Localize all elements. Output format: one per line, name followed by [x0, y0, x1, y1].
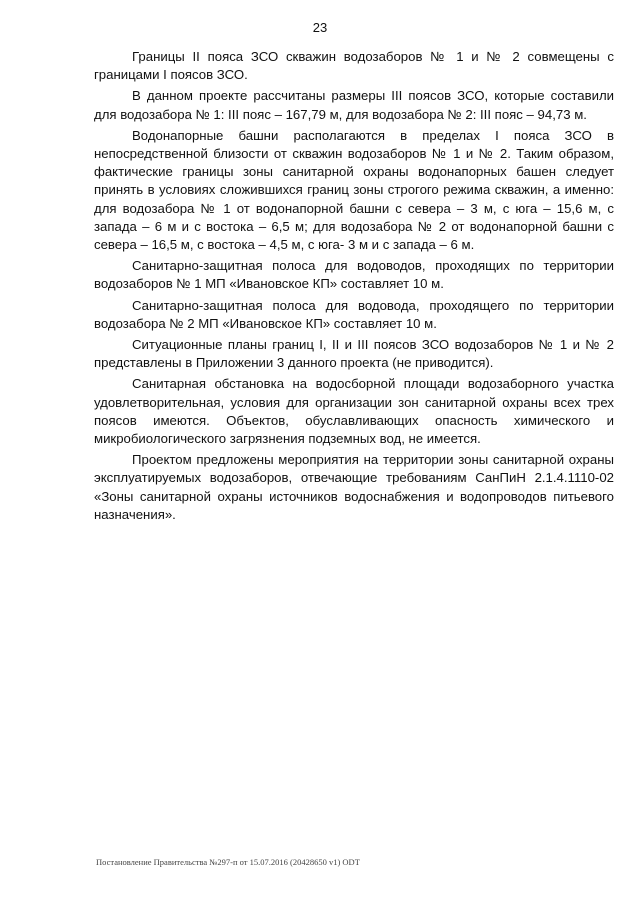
- paragraph-protection-strip-2: Санитарно-защитная полоса для водовода, проходящего по территории водозабора № 2 МП «Ивановское КП» составляет 10 м.: [94, 297, 614, 331]
- document-body: [94, 48, 614, 527]
- paragraph-sanitary-conditions: Санитарная обстановка на водосборной площади водозаборного участка удовлетворительная, условия для организации зон санитарной охраны всех трех поясов имеются. Объектов, обуславливающих опасность химического и микробиологического загрязнения подземных вод, не имеется.: [94, 376, 614, 447]
- paragraph-situational-plans: Ситуационные планы границ I, II и III поясов ЗСО водозаборов № 1 и № 2 представлены в Приложении 3 данного проекта (не приводится).: [94, 337, 614, 371]
- paragraph-protection-strip-1: Санитарно-защитная полоса для водоводов, проходящих по территории водозаборов № 1 МП «Ивановское КП» составляет 10 м.: [94, 258, 614, 292]
- paragraph-zso-belt-3-sizes: В данном проекте рассчитаны размеры III поясов ЗСО, которые составили для водозабора № 1: III пояс – 167,79 м, для водозабора № 2: III пояс – 94,73 м.: [94, 88, 614, 122]
- paragraph-water-towers: Водонапорные башни располагаются в пределах I пояса ЗСО в непосредственной близости от скважин водозаборов № 1 и № 2. Таким образом, фактические границы зоны санитарной охраны водонапорных башен следует принять в условиях сложившихся границ зоны строгого режима скважин, а именно: для водозабора № 1 от водонапорной башни с севера – 3 м, с юга – 15,6 м, с запада – 6 м и с востока – 6,5 м; для водозабора № 2 от водонапорной башни с севера – 16,5 м, с востока – 4,5 м, с юга- 3 м и с запада – 6 м.: [94, 127, 614, 253]
- paragraph-proposed-measures: Проектом предложены мероприятия на территории зоны санитарной охраны эксплуатируемых водозаборов, отвечающие требованиям СанПиН 2.1.4.1110-02 «Зоны санитарной охраны источников водоснабжения и водопроводов питьевого назначения».: [94, 452, 614, 522]
- paragraph-zso-belt-2: Границы II пояса ЗСО скважин водозаборов № 1 и № 2 совмещены с границами I поясов ЗСО.: [94, 49, 614, 83]
- page-number: 23: [312, 20, 328, 35]
- footer-document-reference: Постановление Правительства №297-п от 15.07.2016 (20428650 v1) ODT: [96, 857, 360, 867]
